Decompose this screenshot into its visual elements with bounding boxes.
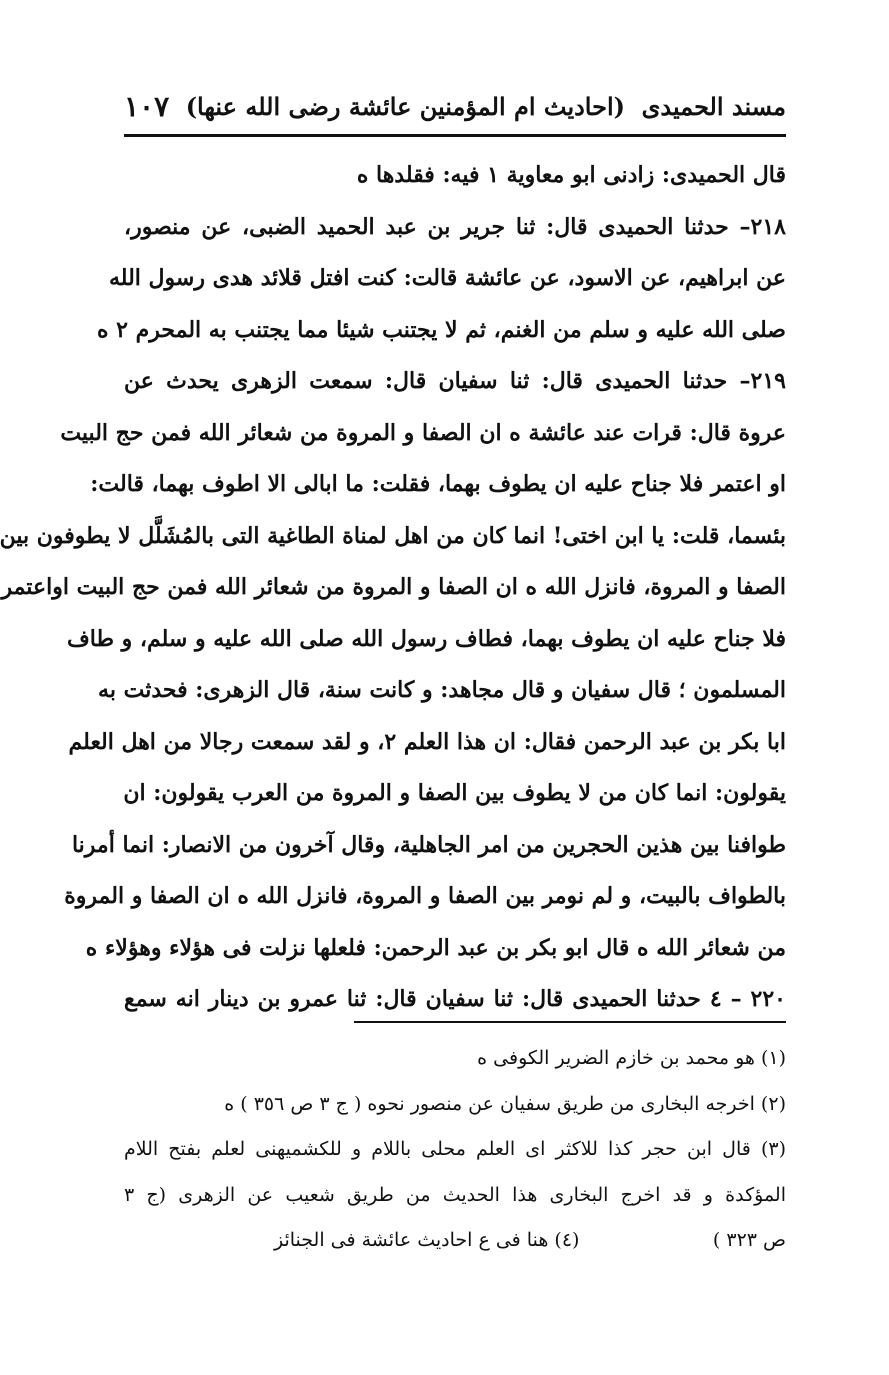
header-rule [124,134,786,137]
footnote-rule [354,1021,786,1023]
text-line: ابا بكر بن عبد الرحمن فقال: ان هذا العلم ٢، و لقد سمعت رجالا من اهل العلم [68,728,786,755]
footnote-3: (٣) قال ابن حجر كذا للاكثر ای العلم محلی باللام و للكشميهنی لعلم بفتح اللام [124,1138,786,1160]
footnotes [124,1036,786,1264]
running-header [124,84,786,128]
text-line: بالطواف بالبيت، و لم نومر بين الصفا و المروة، فانزل الله ه ان الصفا و المروة [64,883,786,909]
footnote-3-end: ص ٣٢٣ ) [712,1229,786,1251]
text-line: صلی الله عليه و سلم من الغنم، ثم لا يجتنب شيئا مما يجتنب به المحرم ٢ ه [96,316,786,343]
text-line: يقولون: انما كان من لا يطوف بين الصفا و المروة من العرب يقولون: ان [123,780,786,806]
footnote-1: (١) هو محمد بن خازم الضرير الكوفی ه [477,1047,786,1069]
text-line: قال الحميدی: زادنی ابو معاوية ١ فيه: فقلدها ه [356,162,786,188]
footnote-4: (٤) هنا فی ع احاديث عائشة فی الجنائز [274,1229,580,1251]
text-line: طوافنا بين هذين الحجرين من امر الجاهلية، وقال آخرون من الانصار: انما أمرنا [71,831,786,858]
section-title: (احادیث ام المؤمنین عائشة رضی الله عنها) [185,91,625,121]
page-number: ١٠٧ [124,89,170,123]
text-line: عروة قال: قرات عند عائشة ه ان الصفا و المروة من شعائر الله فمن حج البيت [60,419,786,446]
text-line: الصفا و المروة، فانزل الله ه ان الصفا و المروة من شعائر الله فمن حج البيت اواعتمر [1,574,786,600]
book-title: مسند الحميدی [641,91,786,121]
text-line: ٢٢٠ – ٤ حدثنا الحميدی قال: ثنا سفيان قال: ثنا عمرو بن دينار انه سمع [124,986,786,1012]
footnote-3-cont: المؤكدة و قد اخرج البخاری هذا الحديث من طريق شعيب عن الزهری (ج ٣ [124,1183,786,1206]
text-line: بئسما، قلت: يا ابن اختی! انما كان من اهل لمناة الطاغية التی بالمُشَلَّل لا يطوفون بين [0,522,786,549]
text-line: المسلمون ؛ قال سفيان و قال مجاهد: و كانت سنة، قال الزهری: فحدثت به [98,677,786,703]
footnote-row [124,1218,786,1264]
text-line: او اعتمر فلا جناح عليه ان يطوف بهما، فقلت: ما ابالی الا اطوف بهما، قالت: [90,471,786,497]
text-line: فلا جناح عليه ان يطوف بهما، فطاف رسول الله صلی الله عليه و سلم، و طاف [66,625,786,652]
text-line: ٢١٩– حدثنا الحميدی قال: ثنا سفيان قال: سمعت الزهری يحدث عن [124,368,786,394]
footnote-2: (٢) اخرجه البخاری من طريق سفيان عن منصور نحوه ( ج ٣ ص ٣٥٦ ) ه [224,1092,786,1115]
text-line: عن ابراهيم، عن الاسود، عن عائشة قالت: كنت افتل قلائد هدی رسول الله [108,265,786,291]
text-line: ٢١٨– حدثنا الحميدی قال: ثنا جرير بن عبد الحميد الضبی، عن منصور، [124,213,786,240]
hadith-text [0,150,786,1026]
text-line: من شعائر الله ه قال ابو بكر بن عبد الرحمن: فلعلها نزلت فی هؤلاء وهؤلاء ه [85,934,786,961]
